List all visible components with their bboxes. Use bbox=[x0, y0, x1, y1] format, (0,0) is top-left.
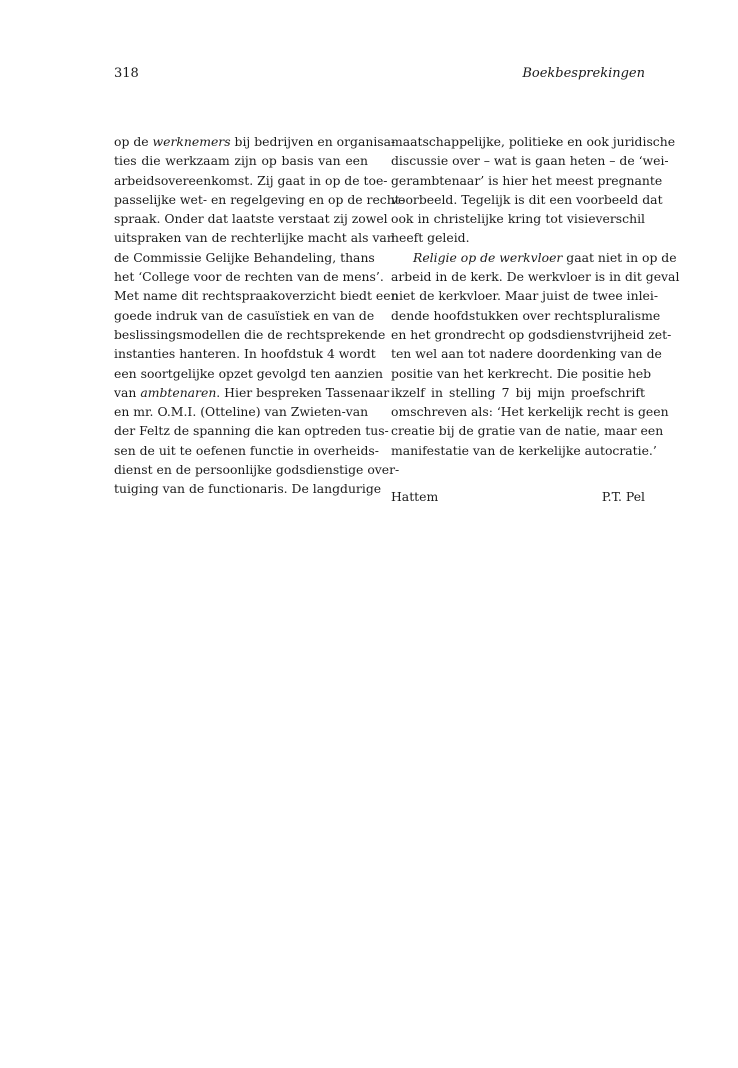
text-line: ook in christelijke kring tot visieverschil bbox=[391, 211, 645, 227]
text-line: voorbeeld. Tegelijk is dit een voorbeeld dat bbox=[391, 191, 663, 207]
page-number: 318 bbox=[114, 66, 139, 81]
text-line: heeft geleid. bbox=[391, 230, 470, 246]
text-line: op de werknemers bij bedrijven en organisa- bbox=[114, 134, 396, 149]
text-line: de Commissie Gelijke Behandeling, thans bbox=[114, 249, 375, 265]
text-line: uitspraken van de rechterlijke macht als van bbox=[114, 230, 395, 246]
text-line: en mr. O.M.I. (Otteline) van Zwieten-van bbox=[114, 404, 369, 420]
text-line: instanties hanteren. In hoofdstuk 4 wordt bbox=[114, 346, 376, 362]
text-line: sen de uit te oefenen functie in overheids- bbox=[114, 442, 379, 458]
text-line: positie van het kerkrecht. Die positie heb bbox=[391, 365, 652, 381]
text-line: passelijke wet- en regelgeving en op de recht- bbox=[114, 191, 404, 207]
running-title: Boekbesprekingen bbox=[522, 66, 645, 81]
text-line: van ambtenaren. Hier bespreken Tassenaar bbox=[114, 384, 390, 400]
text-line: het ‘College voor de rechten van de mens’. bbox=[114, 269, 384, 285]
text-line: ikzelf in stelling 7 bij mijn proefschrift bbox=[391, 384, 645, 400]
text-line: gerambtenaar’ is hier het meest pregnante bbox=[391, 172, 663, 188]
text-line: der Feltz de spanning die kan optreden tus- bbox=[114, 423, 389, 439]
text-line: omschreven als: ‘Het kerkelijk recht is geen bbox=[391, 404, 669, 420]
text-line: dienst en de persoonlijke godsdienstige over- bbox=[114, 462, 400, 478]
text-line: arbeid in de kerk. De werkvloer is in dit geval bbox=[391, 269, 680, 285]
text-line: tuiging van de functionaris. De langdurige bbox=[114, 481, 382, 497]
text-line: goede indruk van de casuïstiek en van de bbox=[114, 307, 375, 323]
text-line: Met name dit rechtspraakoverzicht biedt een bbox=[114, 288, 399, 304]
text-line: ten wel aan tot nadere doordenking van de bbox=[391, 346, 662, 362]
text-line: dende hoofdstukken over rechtspluralisme bbox=[391, 307, 661, 323]
text-line: manifestatie van de kerkelijke autocratie.’ bbox=[391, 442, 657, 458]
signature-author: P.T. Pel bbox=[601, 489, 645, 504]
signature-place: Hattem bbox=[391, 489, 439, 504]
text-line: creatie bij de gratie van de natie, maar een bbox=[391, 423, 664, 439]
text-line: spraak. Onder dat laatste verstaat zij zowel bbox=[114, 211, 388, 227]
text-line: ties die werkzaam zijn op basis van een bbox=[114, 153, 368, 169]
text-line: beslissingsmodellen die de rechtsprekende bbox=[114, 326, 386, 342]
text-line: en het grondrecht op godsdienstvrijheid zet- bbox=[391, 326, 672, 342]
text-line: een soortgelijke opzet gevolgd ten aanzien bbox=[114, 365, 384, 381]
text-line: discussie over – wat is gaan heten – de ‘wei- bbox=[391, 153, 669, 169]
right-text-column bbox=[391, 132, 680, 460]
text-line: niet de kerkvloer. Maar juist de twee inlei- bbox=[391, 288, 659, 304]
signature bbox=[391, 487, 645, 506]
text-line: arbeidsovereenkomst. Zij gaat in op de toe- bbox=[114, 172, 388, 188]
text-line: maatschappelijke, politieke en ook juridische bbox=[391, 134, 676, 149]
text-line: Religie op de werkvloer gaat niet in op de bbox=[413, 249, 677, 265]
left-text-column bbox=[114, 132, 404, 499]
